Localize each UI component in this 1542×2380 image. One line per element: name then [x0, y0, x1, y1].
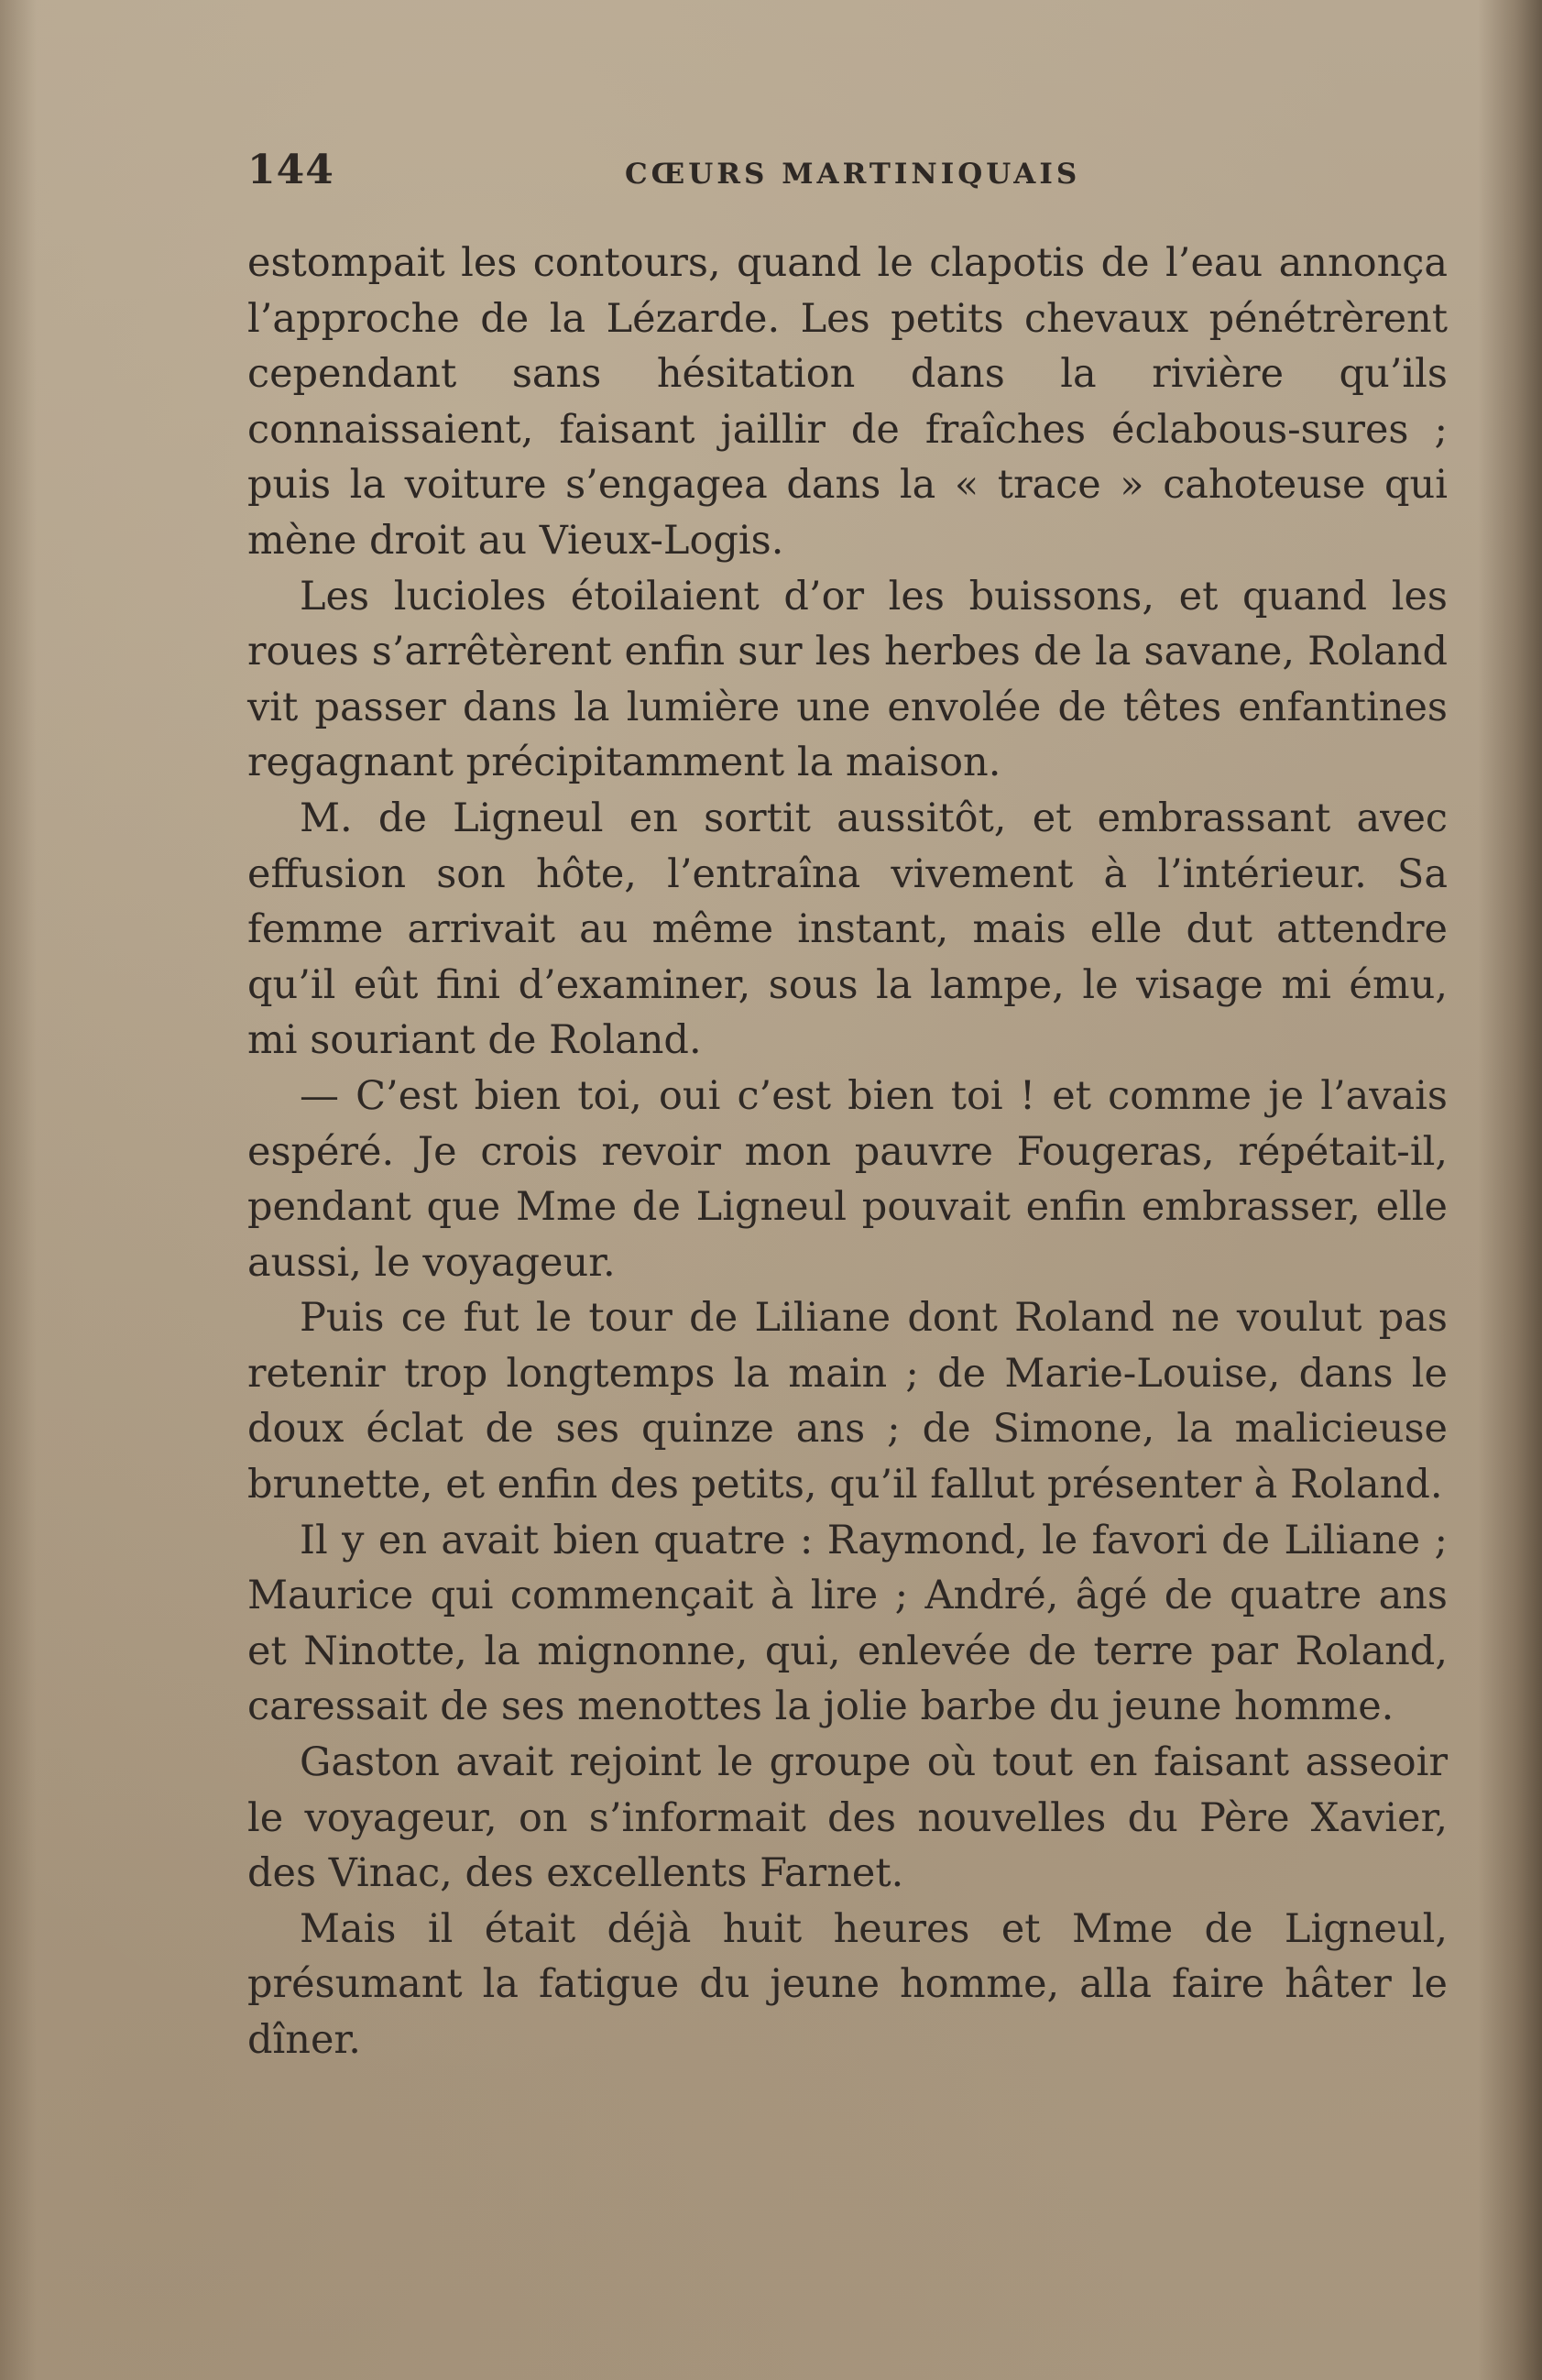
running-head: CŒURS MARTINIQUAIS — [625, 158, 1081, 191]
paragraph-2: Les lucioles étoilaient d’or les buissons, et quand les roues s’arrêtèrent enfin sur les herbes de la savane, Roland vit passer dans la lumière une envolée de têtes enfantines regagnant précipitamment la maison. — [247, 573, 1448, 786]
paragraph-1: estompait les contours, quand le clapotis de l’eau annonça l’approche de la Lézarde. Les petits chevaux pénétrèrent cependant sans hésitation dans la rivière qu’ils connaissaient, faisant jaillir de fraîches éclabous-sures ; puis la voiture s’engagea dans la « trace » cahoteuse qui mène droit au Vieux-Logis. — [247, 240, 1448, 564]
page-left-edge — [0, 0, 37, 2380]
page-spine-shadow — [1478, 0, 1542, 2380]
paragraph-5: Puis ce fut le tour de Liliane dont Roland ne voulut pas retenir trop longtemps la main ; de Marie-Louise, dans le doux éclat de ses quinze ans ; de Simone, la malicieuse brunette, et enfin des petits, qu’il fallut présenter à Roland. — [247, 1295, 1448, 1508]
page-number: 144 — [247, 147, 334, 193]
page-header — [247, 147, 1448, 202]
paragraph-4: — C’est bien toi, oui c’est bien toi ! et comme je l’avais espéré. Je crois revoir mon pauvre Fougeras, répétait-il, pendant que Mme de Ligneul pouvait enfin embrasser, elle aussi, le voyageur. — [247, 1072, 1448, 1286]
paragraph-3: M. de Ligneul en sortit aussitôt, et embrassant avec effusion son hôte, l’entraîna vivement à l’intérieur. Sa femme arrivait au même instant, mais elle dut attendre qu’il eût fini d’examiner, sous la lampe, le visage mi ému, mi souriant de Roland. — [247, 795, 1448, 1064]
body-text — [247, 236, 1448, 2068]
paragraph-6: Il y en avait bien quatre : Raymond, le favori de Liliane ; Maurice qui commençait à lire ; André, âgé de quatre ans et Ninotte, la mignonne, qui, enlevée de terre par Roland, caressait de ses menottes la jolie barbe du jeune homme. — [247, 1517, 1448, 1730]
paragraph-8: Mais il était déjà huit heures et Mme de Ligneul, présumant la fatigue du jeune homme, alla faire hâter le dîner. — [247, 1905, 1448, 2063]
paragraph-7: Gaston avait rejoint le groupe où tout en faisant asseoir le voyageur, on s’informait des nouvelles du Père Xavier, des Vinac, des excellents Farnet. — [247, 1739, 1448, 1897]
